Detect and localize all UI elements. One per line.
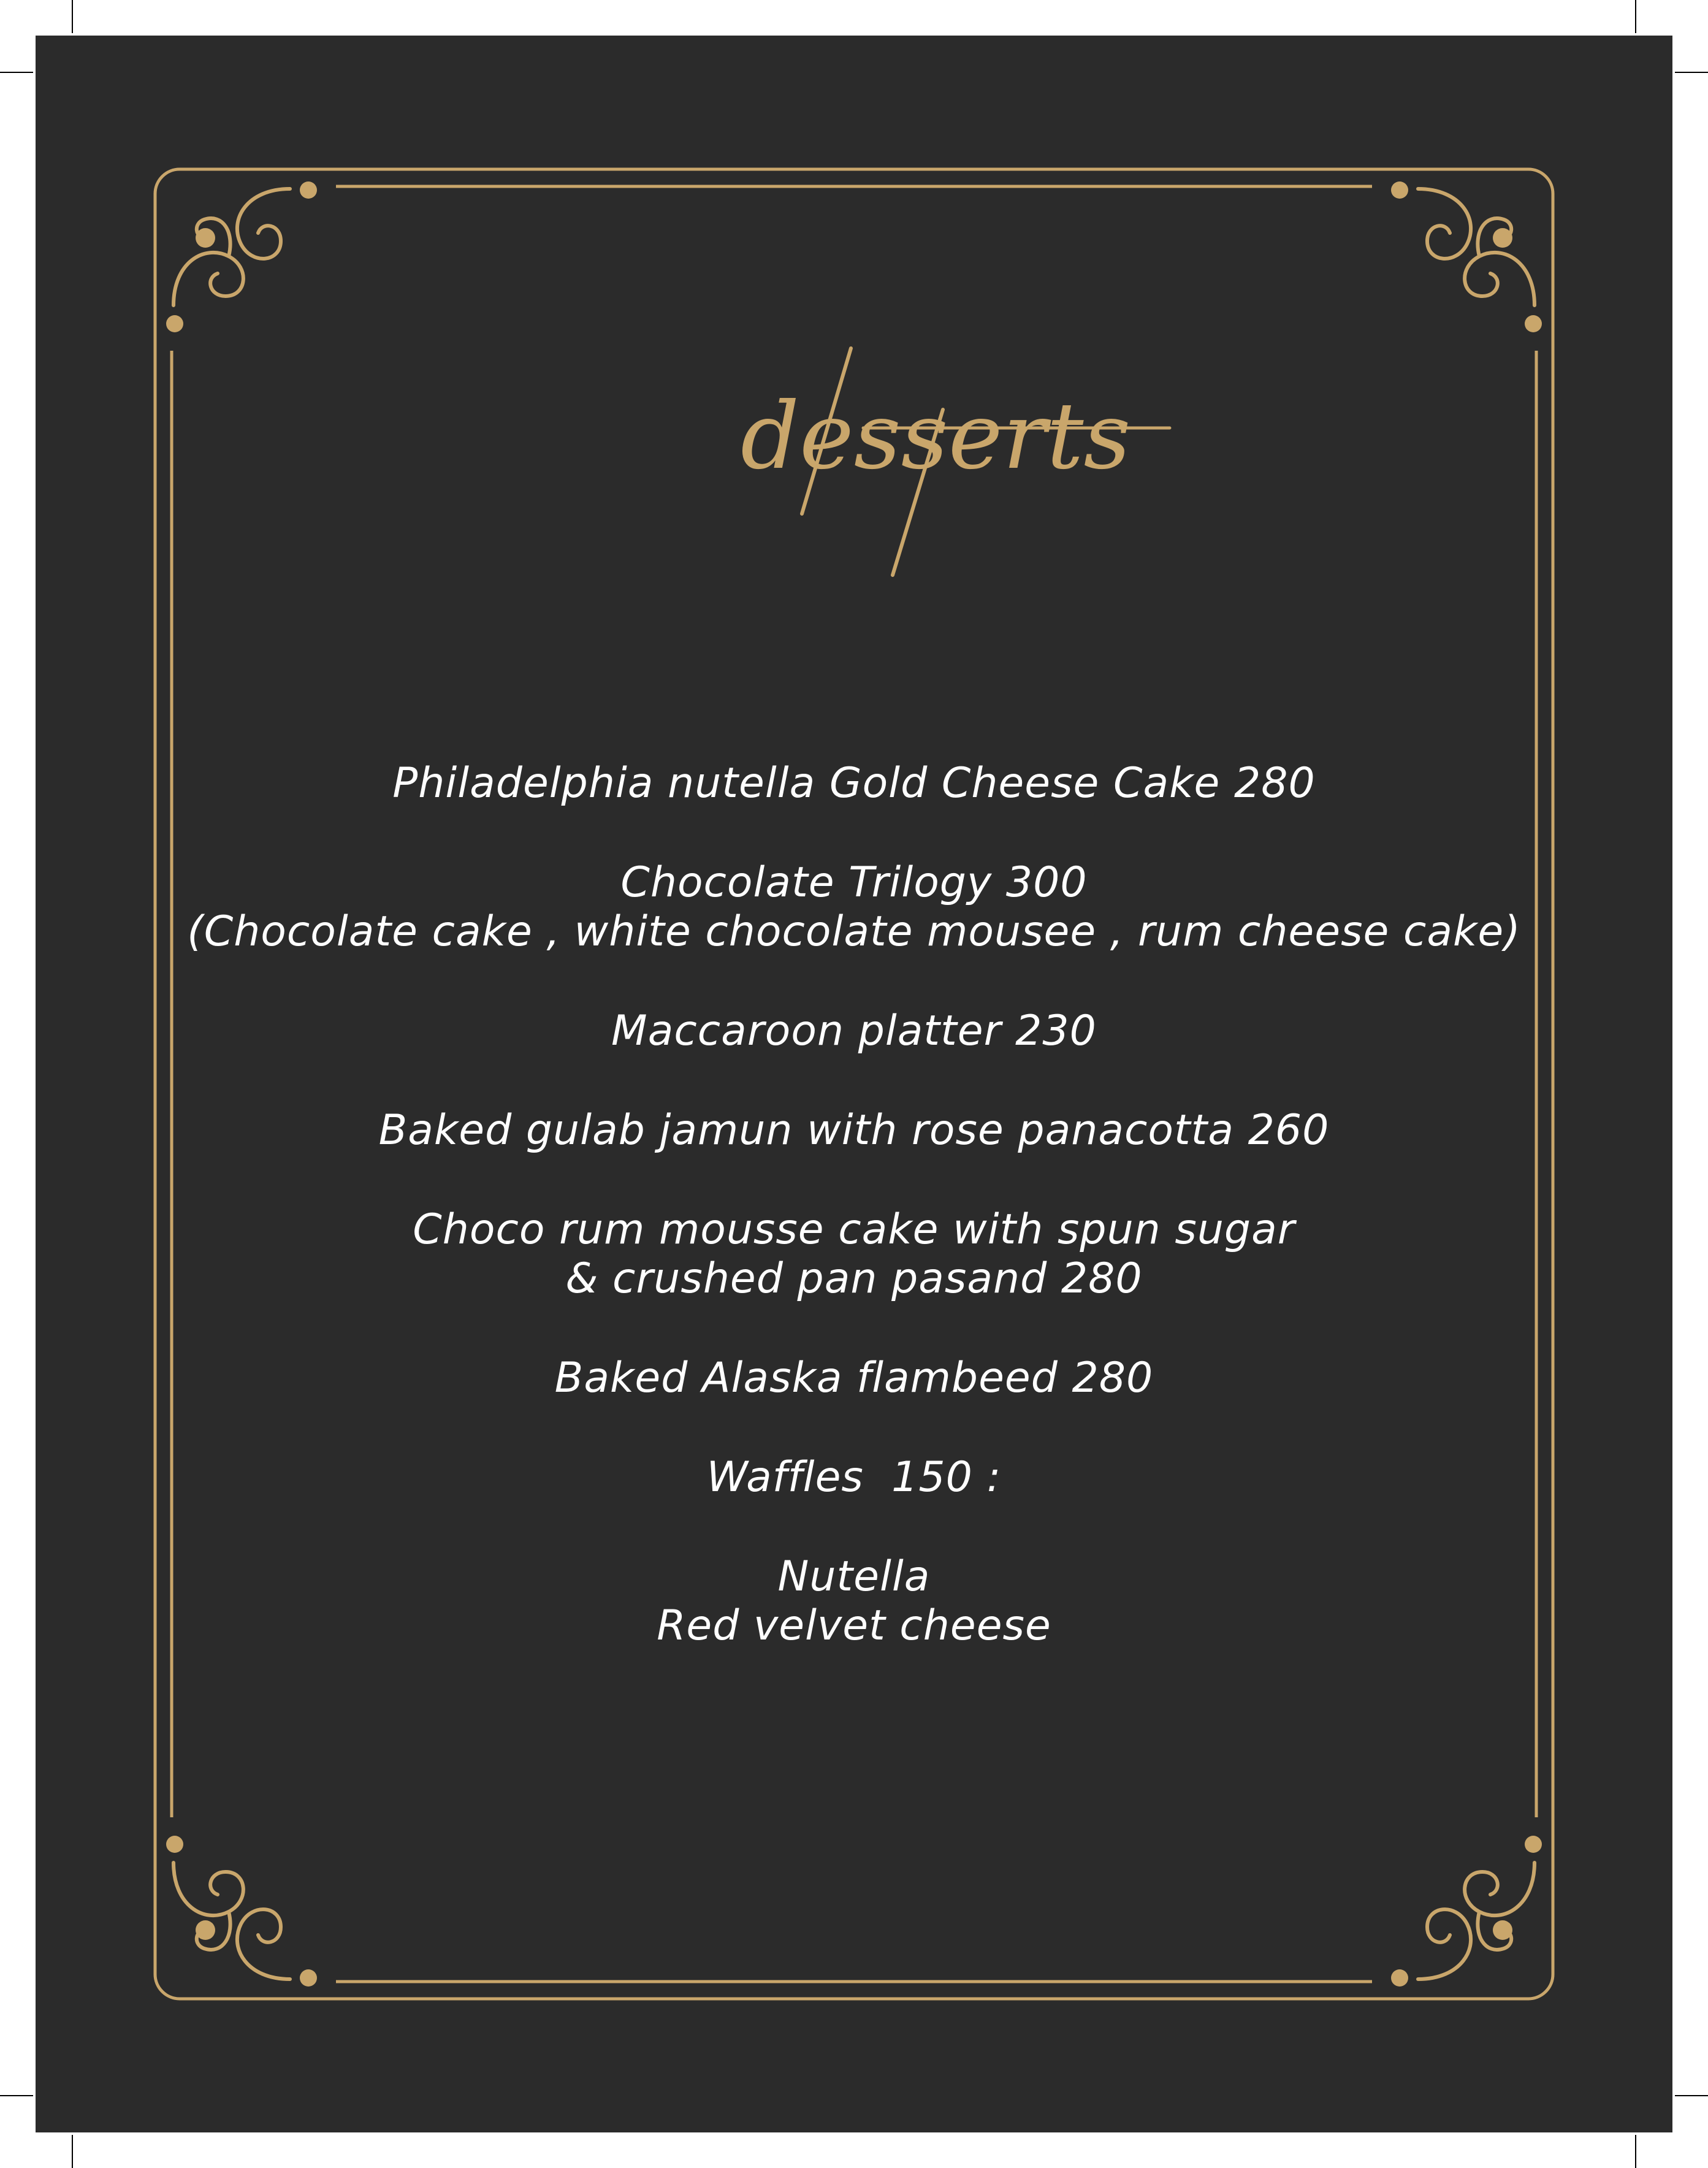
menu-item-description: & crushed pan pasand 280 [565, 1254, 1143, 1303]
title-text: desserts [741, 383, 1131, 490]
menu-item [36, 1106, 1672, 1155]
menu-item [36, 759, 1672, 808]
menu-item-name: Chocolate Trilogy 300 [620, 858, 1088, 907]
menu-item [36, 1205, 1672, 1303]
menu-items [36, 759, 1672, 1701]
menu-item [36, 1354, 1672, 1403]
menu-item-description: Red velvet cheese [657, 1601, 1051, 1650]
menu-item-name: Choco rum mousse cake with spun sugar [413, 1205, 1295, 1254]
menu-item [36, 858, 1672, 956]
menu-item-name: Baked Alaska flambeed 280 [554, 1354, 1154, 1402]
menu-item-name: Baked gulab jamun with rose panacotta 260 [378, 1106, 1330, 1155]
menu-item [36, 1007, 1672, 1056]
menu-item-name: Maccaroon platter 230 [611, 1007, 1097, 1055]
menu-title [698, 324, 1188, 606]
menu-panel [36, 36, 1672, 2132]
menu-item [36, 1453, 1672, 1502]
menu-item-name: Philadelphia nutella Gold Cheese Cake 280 [392, 759, 1316, 807]
menu-item-description: (Chocolate cake , white chocolate mousee , rum cheese cake) [187, 907, 1521, 956]
menu-item [36, 1552, 1672, 1651]
menu-item-name: Waffles 150 : [706, 1453, 1002, 1502]
menu-item-name: Nutella [777, 1552, 931, 1601]
